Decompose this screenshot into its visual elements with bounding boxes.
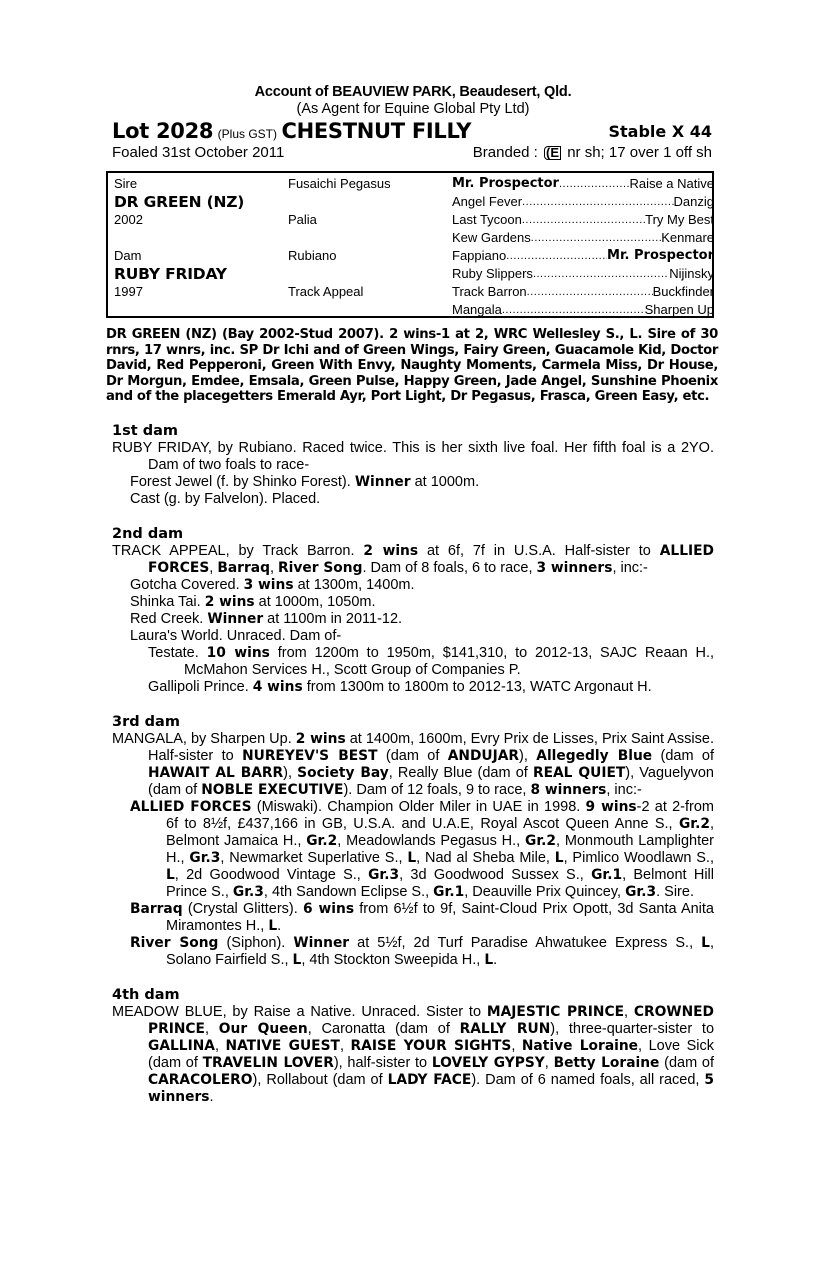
bold-text: LADY FACE (387, 1071, 472, 1088)
bold-text: 8 winners (530, 781, 607, 798)
pedigree-paragraph: MEADOW BLUE, by Raise a Native. Unraced. Sister to MAJESTIC PRINCE, CROWNED PRINCE, Our Queen, Caronatta (dam of RALLY RUN), three-quarter-sister to GALLINA, NATIVE GUEST, RAISE YOUR SIGHTS, Native Loraine, Love Sick (dam of TRAVELIN LOVER), half-sister to LOVELY GYPSY, Betty Loraine (dam of CARACOLERO), Rollabout (dam of LADY FACE). Dam of 6 named foals, all raced, 5 winners. (112, 1003, 715, 1105)
leader-dots (527, 283, 653, 301)
bold-text: GALLINA (148, 1037, 215, 1054)
dam-section (112, 987, 714, 1106)
leader-dots (531, 229, 661, 247)
pedigree-paragraph: RUBY FRIDAY, by Rubiano. Raced twice. This is her sixth live foal. Her fifth foal is a 2YO. Dam of two foals to race- (112, 439, 714, 473)
ancestor-name: Kew Gardens (452, 230, 531, 245)
bold-text: Gr.3 (189, 849, 221, 866)
bold-text: 9 wins (585, 798, 637, 815)
foaled-line (112, 144, 714, 162)
pedigree-row (452, 175, 714, 193)
ancestor-name: Mr. Prospector (452, 176, 559, 191)
bold-text: Winner (207, 610, 264, 627)
ancestor-name: Fappiano (452, 248, 507, 263)
leader-dots (502, 301, 645, 319)
catalogue-page (106, 84, 718, 1106)
pedigree-cell: Fusaichi Pegasus (288, 176, 391, 191)
pedigree-cell (288, 301, 448, 319)
stable-number: Stable X 44 (608, 122, 712, 141)
bold-text: NATIVE GUEST (225, 1037, 340, 1054)
bold-text: Winner (293, 934, 350, 951)
pedigree-paragraph: Testate. 10 wins from 1200m to 1950m, $141,310, to 2012-13, SAJC Reaan H., McMahon Services H., Scott Group of Companies P. (148, 644, 714, 678)
bold-text: 5 winners (148, 1071, 715, 1105)
pedigree-paragraph: Red Creek. Winner at 1100m in 2011-12. (130, 610, 403, 627)
pedigree-paragraph: Gallipoli Prince. 4 wins from 1300m to 1800m to 2012-13, WATC Argonaut H. (148, 678, 652, 695)
pedigree-cell (288, 229, 448, 247)
ancestor-name: Last Tycoon (452, 212, 522, 227)
ancestor-name: Ruby Slippers (452, 266, 533, 281)
leader-dots (559, 175, 630, 193)
ancestor-sire-name: Danzig (673, 194, 714, 209)
bold-text: HAWAIT AL BARR (148, 764, 284, 781)
bold-text: ALLIED FORCES (148, 542, 714, 576)
dam-section (112, 526, 714, 696)
vendor-account: Account of BEAUVIEW PARK, Beaudesert, Qld. (254, 84, 572, 100)
pedigree-cell: 1997 (114, 284, 143, 299)
bold-text: L (407, 849, 417, 866)
bold-text: 2 wins (204, 593, 255, 610)
bold-text: 3 winners (536, 559, 613, 576)
ancestor-name: Angel Fever (452, 194, 523, 209)
leader-dots (522, 211, 645, 229)
section-heading: 3rd dam (112, 713, 180, 730)
bold-text: LOVELY GYPSY (431, 1054, 545, 1071)
bold-text: L (268, 917, 278, 934)
pedigree-row (452, 211, 714, 229)
foaled-date: Foaled 31st October 2011 (112, 144, 285, 161)
pedigree-paragraph: TRACK APPEAL, by Track Barron. 2 wins at 6f, 7f in U.S.A. Half-sister to ALLIED FORCES, Barraq, River Song. Dam of 8 foals, 6 to race, 3 winners, inc:- (112, 542, 714, 576)
pedigree-grandparents-column (288, 175, 448, 319)
brand-mark-icon: (E (546, 145, 560, 160)
bold-text: Native Loraine (521, 1037, 639, 1054)
bold-text: Barraq (217, 559, 270, 576)
bold-text: Gr.3 (625, 883, 657, 900)
vendor-agent: (As Agent for Equine Global Pty Ltd) (296, 101, 530, 117)
pedigree-cell: Rubiano (288, 248, 337, 263)
pedigree-row (452, 283, 714, 301)
lot-line (112, 119, 714, 144)
pedigree-cell: Sire (114, 176, 138, 191)
bold-text: 10 wins (206, 644, 270, 661)
bold-text: RALLY RUN (459, 1020, 551, 1037)
branded-label: Branded : (472, 144, 538, 161)
bold-text: Our Queen (218, 1020, 308, 1037)
bold-text: 2 wins (363, 542, 419, 559)
bold-text: Gr.2 (525, 832, 557, 849)
bold-text: Society Bay (297, 764, 389, 781)
pedigree-paragraph: Cast (g. by Falvelon). Placed. (130, 490, 321, 507)
ancestor-sire-name: Nijinsky (669, 266, 714, 281)
bold-text: L (484, 951, 494, 968)
ancestor-sire-name: Kenmare (661, 230, 714, 245)
pedigree-row (452, 229, 714, 247)
pedigree-parents-column (114, 175, 284, 319)
bold-text: L (166, 866, 175, 883)
leader-dots (506, 247, 607, 265)
bold-text: L (554, 849, 564, 866)
section-heading: 2nd dam (112, 525, 184, 542)
pedigree-paragraph: Gotcha Covered. 3 wins at 1300m, 1400m. (130, 576, 415, 593)
dam-section (112, 714, 714, 969)
bold-text: CROWNED PRINCE (148, 1003, 715, 1037)
bold-text: Gr.1 (433, 883, 465, 900)
pedigree-paragraph: MANGALA, by Sharpen Up. 2 wins at 1400m, 1600m, Evry Prix de Lisses, Prix Saint Assise. Half-sister to NUREYEV'S BEST (dam of ANDUJAR), Allegedly Blue (dam of HAWAIT AL BARR), Society Bay, Really Blue (dam of REAL QUIET), Vaguelyvon (dam of NOBLE EXECUTIVE). Dam of 12 foals, 9 to race, 8 winners, inc:- (112, 730, 714, 798)
pedigree-great-grandparents-column (452, 175, 714, 319)
ancestor-sire-name: Buckfinder (652, 284, 714, 299)
branded-detail: nr sh; 17 over 1 off sh (567, 144, 712, 161)
bold-text: L (701, 934, 710, 951)
bold-text: 4 wins (252, 678, 303, 695)
ancestor-sire-name: Sharpen Up (644, 302, 714, 317)
pedigree-paragraph: ALLIED FORCES (Miswaki). Champion Older Miler in UAE in 1998. 9 wins-2 at 2-from 6f to 8½f, £437,166 in GB, U.S.A. and U.A.E, Royal Ascot Queen Anne S., Gr.2, Belmont Jamaica H., Gr.2, Meadowlands Pegasus H., Gr.2, Monmouth Lamplighter H., Gr.3, Newmarket Superlative S., L, Nad al Sheba Mile, L, Pimlico Woodlawn S., L, 2d Goodwood Vintage S., Gr.3, 3d Goodwood Sussex S., Gr.1, Belmont Hill Prince S., Gr.3, 4th Sandown Eclipse S., Gr.1, Deauville Prix Quincey, Gr.3. Sire. (130, 798, 715, 900)
dam-section (112, 423, 714, 508)
bold-text: NOBLE EXECUTIVE (201, 781, 344, 798)
pedigree-cell (114, 229, 284, 247)
ancestor-sire-name: Mr. Prospector (607, 248, 714, 263)
bold-text: Betty Loraine (553, 1054, 660, 1071)
pedigree-paragraph: Barraq (Crystal Glitters). 6 wins from 6½f to 9f, Saint-Cloud Prix Opott, 3d Santa Anita Miramontes H., L. (130, 900, 714, 934)
pedigree-row (452, 247, 714, 265)
lot-number: Lot 2028 (112, 119, 214, 143)
bold-text: L (292, 951, 302, 968)
leader-dots (533, 265, 669, 283)
section-heading: 4th dam (112, 986, 180, 1003)
pedigree-cell: 2002 (114, 212, 143, 227)
sire-summary: DR GREEN (NZ) (Bay 2002-Stud 2007). 2 wins-1 at 2, WRC Wellesley S., L. Sire of 30 rnrs, 17 wnrs, inc. SP Dr Ichi and of Green Wings, Fairy Green, Guacamole Kid, Doctor David, Red Pepperoni, Green With Envy, Naughty Moments, Carmela Miss, Dr House, Dr Morgun, Emdee, Emsala, Green Pulse, Happy Green, Jade Angel, Sunshine Phoenix and of the placegetters Emerald Ayr, Port Light, Dr Pegasus, Frasca, Green Easy, etc. (106, 327, 718, 404)
pedigree-row (452, 193, 714, 211)
leader-dots (522, 193, 673, 211)
pedigree-paragraph: Shinka Tai. 2 wins at 1000m, 1050m. (130, 593, 376, 610)
pedigree-cell (288, 193, 448, 211)
bold-text: NUREYEV'S BEST (242, 747, 378, 764)
bold-text: 6 wins (302, 900, 355, 917)
bold-text: MAJESTIC PRINCE (486, 1003, 625, 1020)
bold-text: River Song (130, 934, 219, 951)
pedigree-table (106, 171, 714, 318)
bold-text: 2 wins (295, 730, 346, 747)
ancestor-name: Track Barron (452, 284, 527, 299)
bold-text: River Song (278, 559, 363, 576)
plus-gst-note: (Plus GST) (217, 127, 278, 141)
bold-text: 3 wins (243, 576, 294, 593)
ancestor-sire-name: Raise a Native (629, 176, 714, 191)
bold-text: Gr.2 (306, 832, 338, 849)
bold-text: RAISE YOUR SIGHTS (350, 1037, 512, 1054)
bold-text: Winner (354, 473, 411, 490)
bold-text: ANDUJAR (447, 747, 520, 764)
pedigree-cell: RUBY FRIDAY (114, 265, 227, 283)
pedigree-paragraph: Forest Jewel (f. by Shinko Forest). Winner at 1000m. (130, 473, 480, 490)
pedigree-row (452, 265, 714, 283)
bold-text: Barraq (130, 900, 183, 917)
dam-sections (112, 423, 714, 1106)
pedigree-paragraph: River Song (Siphon). Winner at 5½f, 2d Turf Paradise Ahwatukee Express S., L, Solano Fairfield S., L, 4th Stockton Sweepida H., L. (130, 934, 714, 968)
branded-info (473, 144, 712, 162)
pedigree-cell: Track Appeal (288, 284, 364, 299)
bold-text: TRAVELIN LOVER (202, 1054, 334, 1071)
pedigree-cell: Palia (288, 212, 317, 227)
section-heading: 1st dam (112, 422, 178, 439)
bold-text: Allegedly Blue (536, 747, 653, 764)
bold-text: Gr.2 (678, 815, 710, 832)
bold-text: REAL QUIET (532, 764, 626, 781)
pedigree-cell: Dam (114, 248, 142, 263)
bold-text: Gr.3 (368, 866, 400, 883)
ancestor-sire-name: Try My Best (645, 212, 714, 227)
pedigree-cell (288, 265, 448, 283)
bold-text: ALLIED FORCES (130, 798, 252, 815)
ancestor-name: Mangala (452, 302, 502, 317)
pedigree-row (452, 301, 714, 319)
pedigree-cell: DR GREEN (NZ) (114, 193, 245, 211)
lot-description: CHESTNUT FILLY (281, 119, 472, 143)
bold-text: Gr.3 (232, 883, 264, 900)
pedigree-cell (114, 301, 284, 319)
bold-text: CARACOLERO (148, 1071, 253, 1088)
pedigree-paragraph: Laura's World. Unraced. Dam of- (130, 627, 342, 644)
bold-text: Gr.1 (591, 866, 623, 883)
